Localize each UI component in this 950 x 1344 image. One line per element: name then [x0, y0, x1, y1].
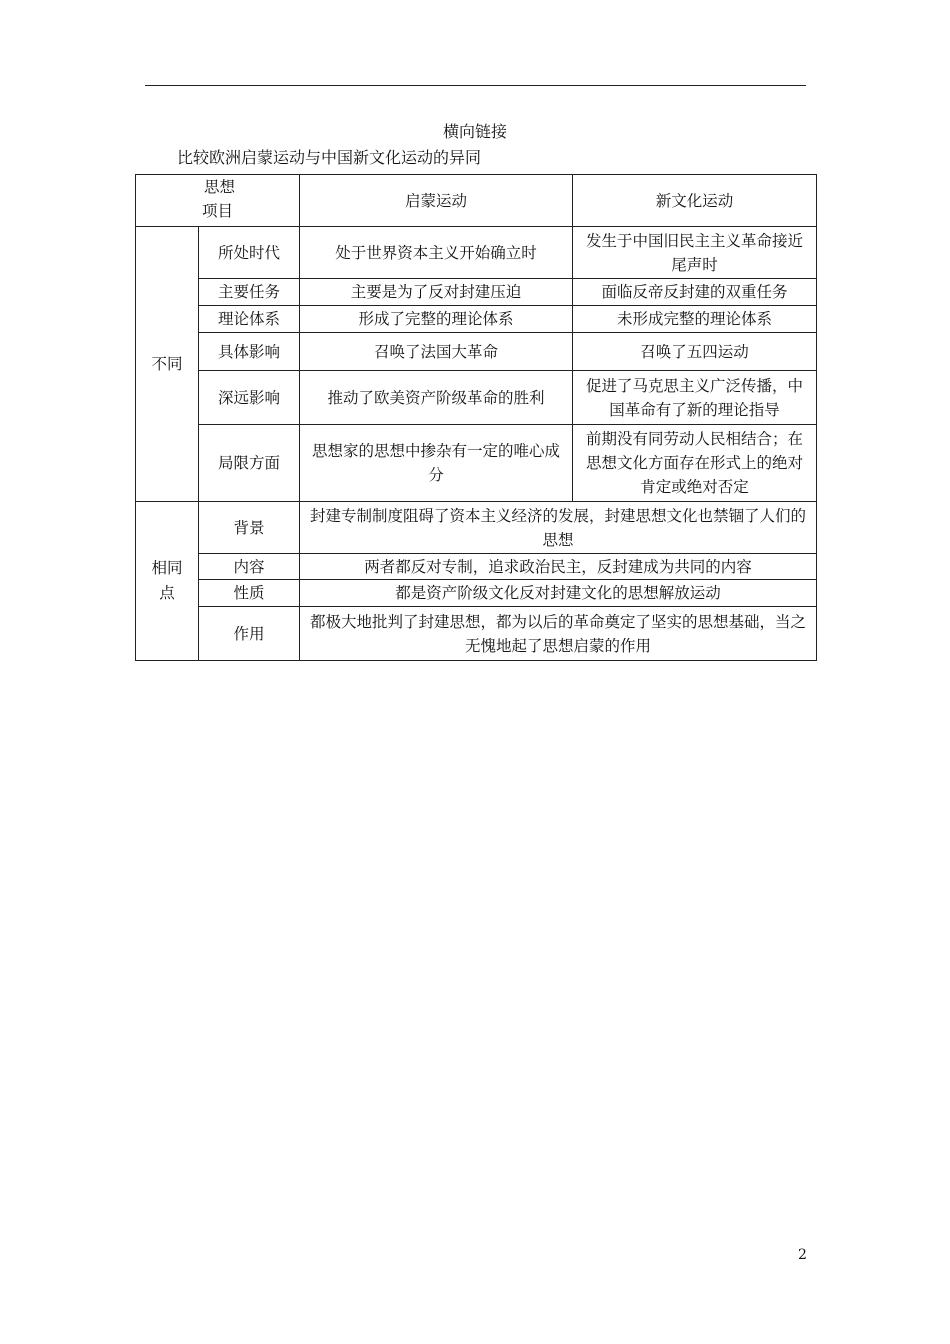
cell-enlightenment: 主要是为了反对封建压迫	[300, 279, 573, 306]
row-item: 内容	[199, 554, 300, 580]
section-title: 横向链接	[442, 122, 507, 141]
row-item: 性质	[199, 580, 300, 607]
cell-new-culture: 未形成完整的理论体系	[573, 306, 817, 333]
table-row	[136, 227, 817, 279]
table-row	[136, 371, 817, 425]
col-header-new-culture: 新文化运动	[573, 175, 817, 227]
cell-enlightenment: 形成了完整的理论体系	[300, 306, 573, 333]
cell-enlightenment: 思想家的思想中掺杂有一定的唯心成分	[300, 425, 573, 502]
table-row	[136, 607, 817, 661]
col-header-enlightenment: 启蒙运动	[300, 175, 573, 227]
group-label-same: 相同点	[136, 502, 199, 661]
row-item: 作用	[199, 607, 300, 661]
table-row	[136, 306, 817, 333]
table-row	[136, 580, 817, 607]
table-row	[136, 502, 817, 554]
cell-enlightenment: 推动了欧美资产阶级革命的胜利	[300, 371, 573, 425]
cell-enlightenment: 处于世界资本主义开始确立时	[300, 227, 573, 279]
diag-header-bottom: 项目	[202, 202, 234, 220]
cell-shared: 两者都反对专制，追求政治民主，反封建成为共同的内容	[300, 554, 817, 580]
table-row	[136, 279, 817, 306]
cell-new-culture: 召唤了五四运动	[573, 333, 817, 371]
page-number: 2	[798, 1247, 807, 1263]
cell-shared: 都极大地批判了封建思想，都为以后的革命奠定了坚实的思想基础，当之无愧地起了思想启蒙的作用	[300, 607, 817, 661]
row-item: 局限方面	[199, 425, 300, 502]
diagonal-header-cell	[136, 175, 300, 227]
cell-new-culture: 发生于中国旧民主主义革命接近尾声时	[573, 227, 817, 279]
table-row	[136, 333, 817, 371]
table-row	[136, 554, 817, 580]
diag-header-top: 思想	[204, 178, 236, 196]
row-item: 深远影响	[199, 371, 300, 425]
table-row	[136, 425, 817, 502]
table-caption: 比较欧洲启蒙运动与中国新文化运动的异同	[177, 148, 482, 167]
group-label-diff: 不同	[136, 227, 199, 502]
cell-enlightenment: 召唤了法国大革命	[300, 333, 573, 371]
row-item: 具体影响	[199, 333, 300, 371]
cell-shared: 封建专制制度阻碍了资本主义经济的发展，封建思想文化也禁锢了人们的思想	[300, 502, 817, 554]
row-item: 所处时代	[199, 227, 300, 279]
row-item: 背景	[199, 502, 300, 554]
row-item: 理论体系	[199, 306, 300, 333]
header-row	[136, 175, 817, 227]
cell-new-culture: 前期没有同劳动人民相结合；在思想文化方面存在形式上的绝对肯定或绝对否定	[573, 425, 817, 502]
cell-new-culture: 面临反帝反封建的双重任务	[573, 279, 817, 306]
header-rule	[145, 85, 806, 86]
cell-shared: 都是资产阶级文化反对封建文化的思想解放运动	[300, 580, 817, 607]
cell-new-culture: 促进了马克思主义广泛传播，中国革命有了新的理论指导	[573, 371, 817, 425]
comparison-table	[135, 174, 817, 661]
row-item: 主要任务	[199, 279, 300, 306]
